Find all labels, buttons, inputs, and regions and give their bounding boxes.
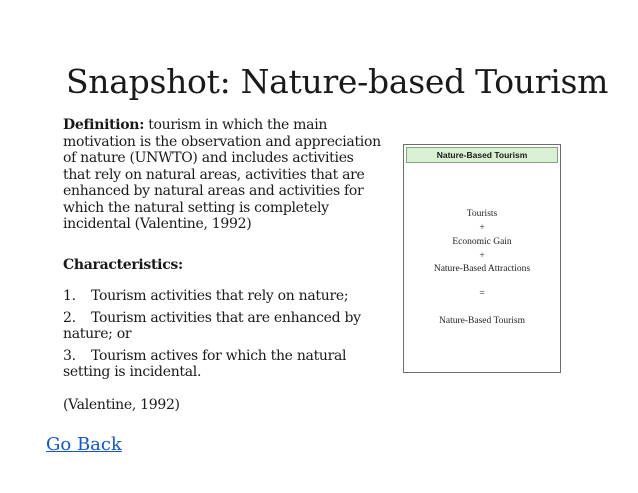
diagram-line-result: Nature-Based Tourism [439, 316, 525, 326]
list-item-number: 3. [63, 347, 76, 364]
list-item-number: 1. [63, 288, 76, 304]
characteristics-heading: Characteristics: [63, 257, 183, 273]
definition-label: Definition: [63, 117, 145, 133]
diagram-line-economic-gain: Economic Gain [452, 237, 512, 247]
go-back-link[interactable]: Go Back [46, 434, 122, 455]
diagram-line-plus-2: + [479, 251, 485, 261]
definition-paragraph [63, 117, 383, 233]
diagram-header: Nature-Based Tourism [406, 147, 558, 163]
definition-text: tourism in which the main motivation is the observation and appreciation of nature (UNWTO) and includes activities that rely on natural areas, activities that are enhanced by natural areas and activities for which the natural setting is completely incidental (Valentine, 1992) [63, 117, 381, 232]
diagram-line-equals: = [479, 289, 485, 299]
list-item [63, 348, 383, 381]
list-item [63, 288, 383, 305]
citation: (Valentine, 1992) [63, 397, 180, 413]
diagram-line-tourists: Tourists [466, 209, 498, 219]
diagram-line-plus-1: + [479, 223, 485, 233]
list-item [63, 310, 383, 343]
slide-title: Snapshot: Nature-based Tourism [66, 62, 609, 101]
list-item-number: 2. [63, 309, 76, 326]
diagram-line-nature-based-attractions: Nature-Based Attractions [433, 264, 531, 274]
list-item-text: Tourism actives for which the natural setting is incidental. [63, 347, 347, 380]
list-item-text: Tourism activities that rely on nature; [91, 288, 349, 304]
characteristics-list [63, 288, 383, 386]
nature-based-tourism-diagram [403, 144, 561, 373]
list-item-text: Tourism activities that are enhanced by nature; or [63, 309, 361, 342]
